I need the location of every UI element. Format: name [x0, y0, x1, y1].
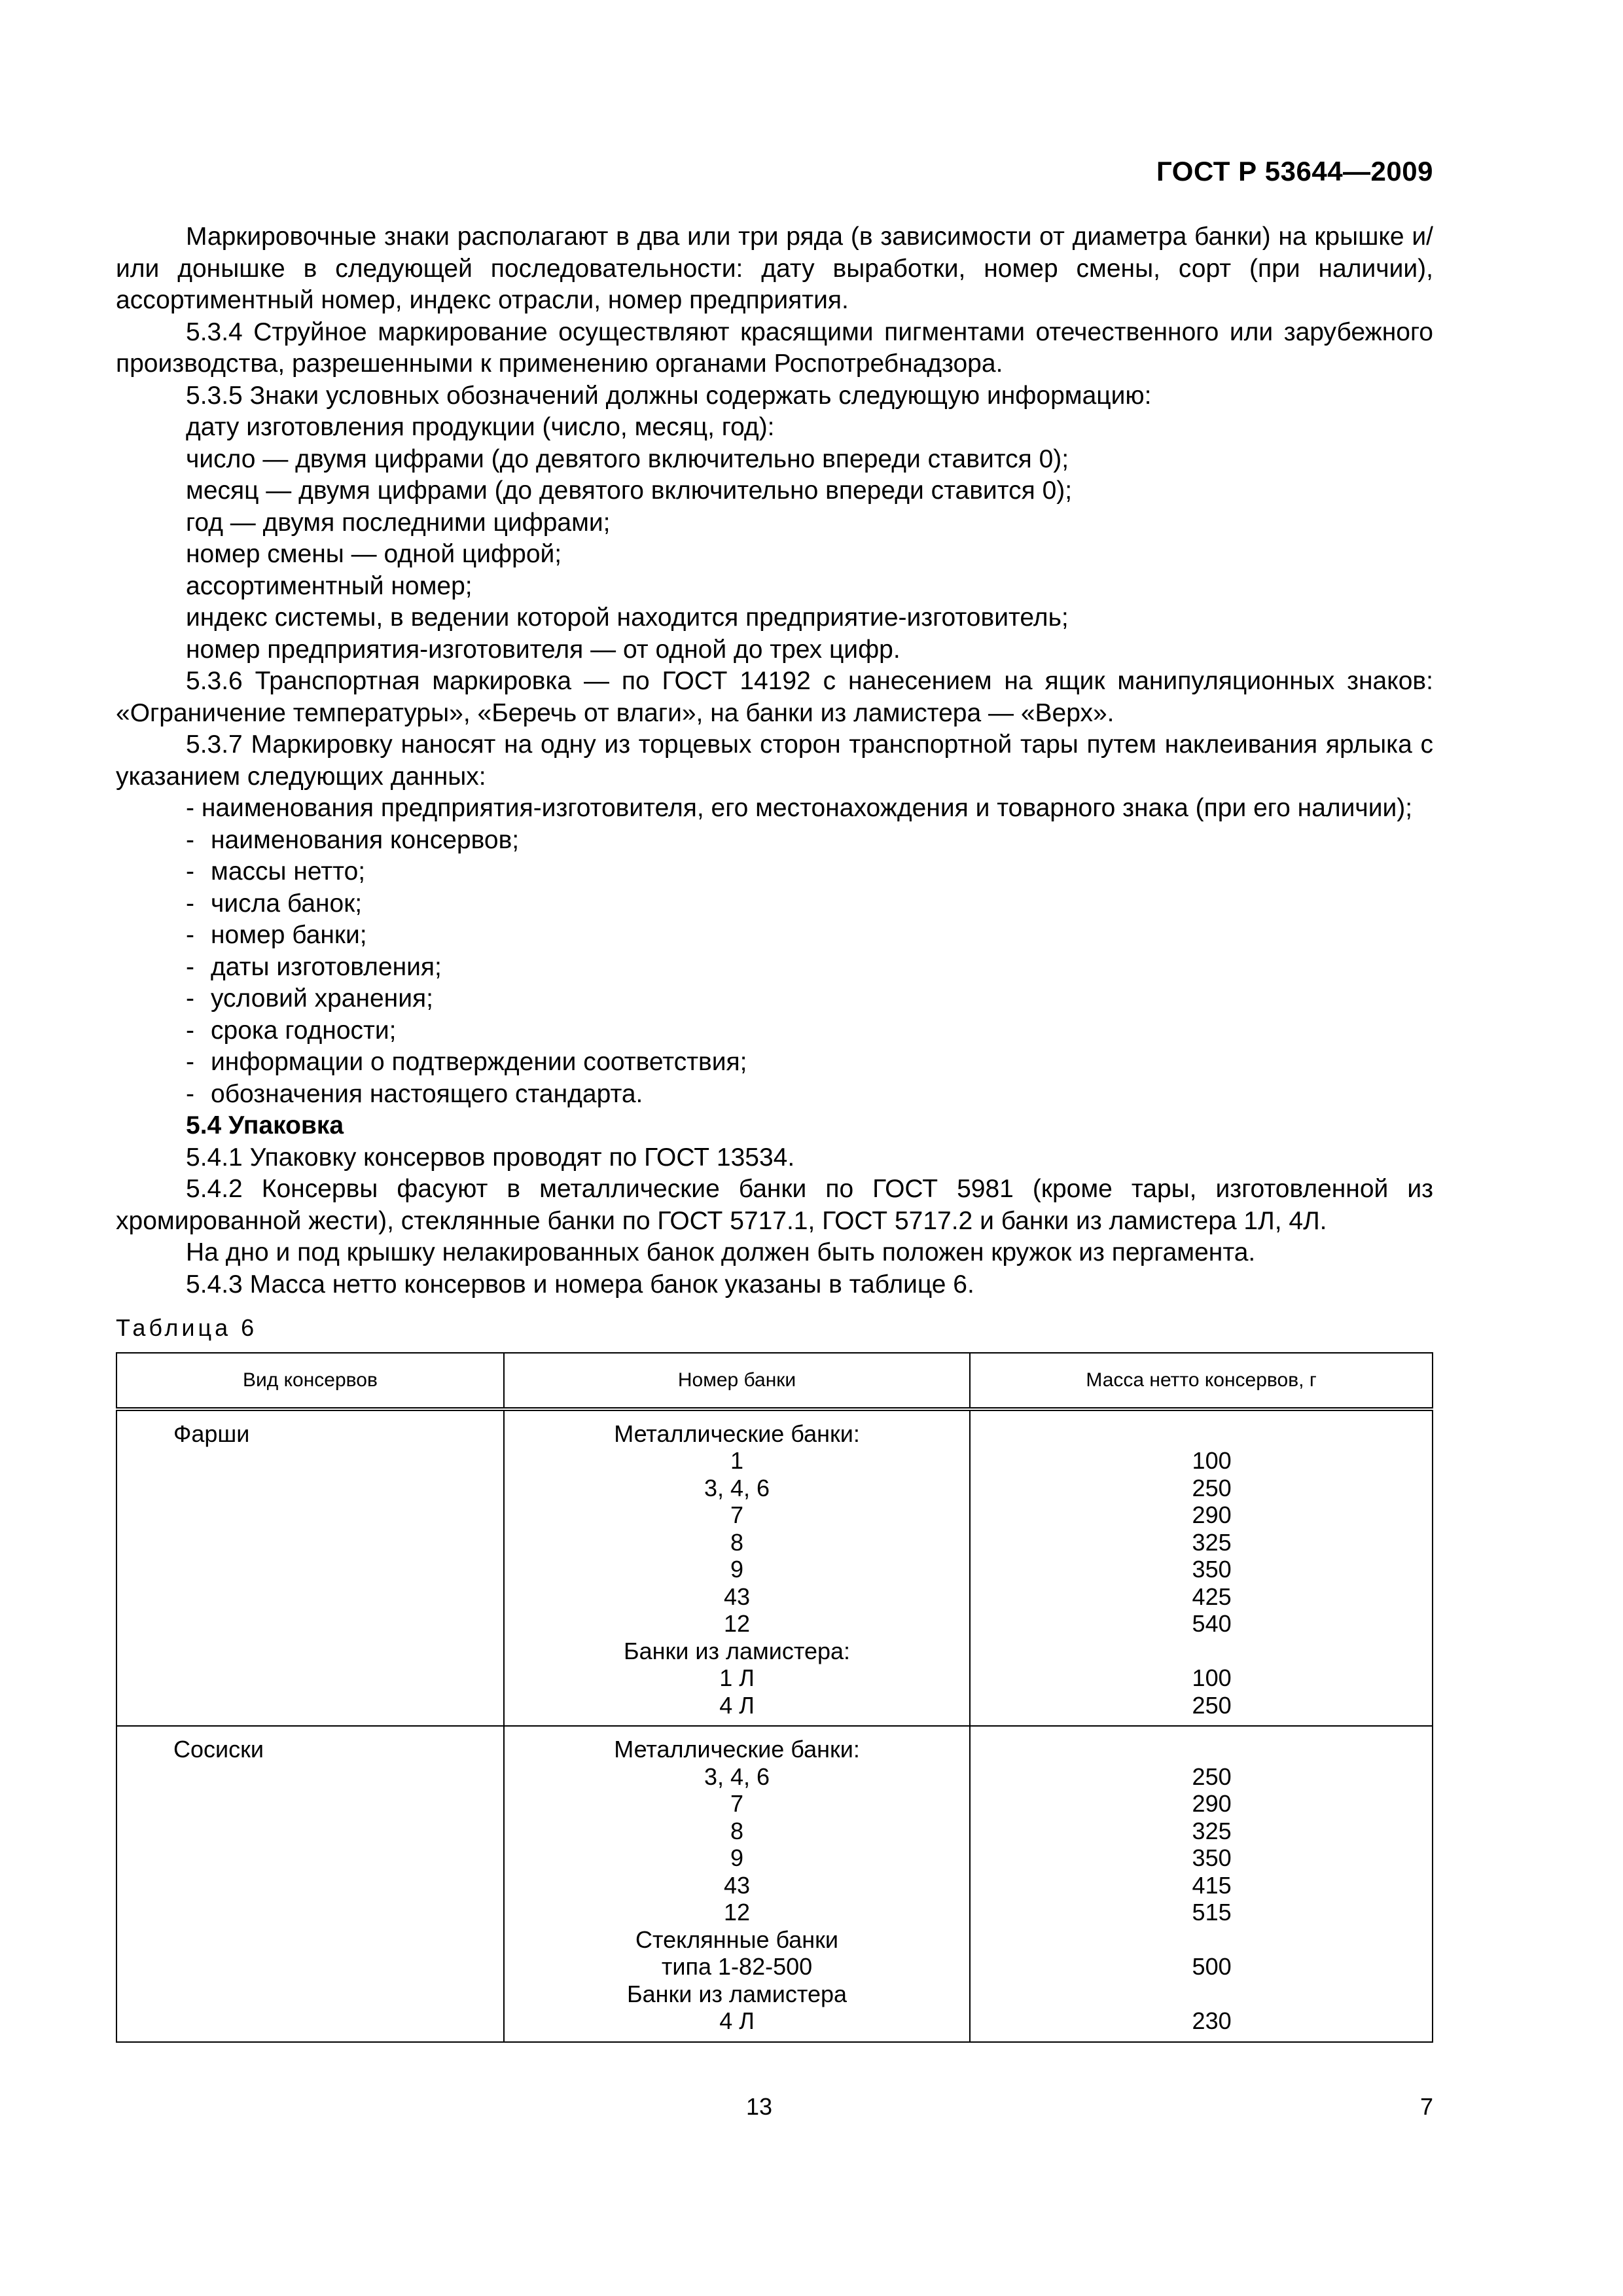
can-number: Стеклянные банки [635, 1926, 839, 1953]
list-item [116, 1047, 1433, 1079]
net-mass: 425 [1192, 1583, 1232, 1610]
table-caption: Таблица 6 [116, 1314, 258, 1341]
list-item [116, 1079, 1433, 1111]
net-mass: 325 [1192, 1528, 1232, 1556]
paragraph: дату изготовления продукции (число, месяц, год): [186, 413, 775, 441]
paragraph: год — двумя последними цифрами; [186, 508, 611, 537]
can-number: 8 [730, 1817, 744, 1844]
list-item [116, 952, 1433, 984]
net-mass [971, 1420, 1431, 1448]
list-item [116, 1015, 1433, 1047]
can-number: 12 [724, 1610, 751, 1637]
net-mass [971, 1981, 1431, 2008]
net-mass: 230 [1192, 2007, 1232, 2034]
can-number: 43 [724, 1583, 751, 1610]
list-dash: - [186, 1079, 194, 1108]
list-dash: - [186, 921, 194, 949]
cell-product-type [116, 1726, 504, 2042]
paragraph: месяц — двумя цифрами (до девятого включительно впереди ставится 0); [186, 476, 1073, 505]
list-item [116, 920, 1433, 952]
paragraph: 5.4.2 Консервы фасуют в металлические банки по ГОСТ 5981 (кроме тары, изготовленной из хромированной жести), стеклянные банки по ГОСТ 5717.1, ГОСТ 5717.2 и банки из ламистера 1Л, 4Л. [116, 1175, 1433, 1235]
document-body [116, 221, 1433, 2043]
list-dash: - [186, 825, 194, 854]
header-can-number: Номер банки [504, 1353, 970, 1409]
list-item-text: даты изготовления; [211, 952, 442, 981]
can-number: Банки из ламистера: [624, 1637, 851, 1664]
cell-net-masses [970, 1726, 1433, 2042]
net-mass [971, 1736, 1431, 1763]
net-mass: 515 [1192, 1899, 1232, 1926]
list-dash: - [186, 952, 194, 981]
can-number: 8 [730, 1528, 744, 1556]
product-type: Сосиски [173, 1736, 264, 1763]
can-number: Металлические банки: [614, 1736, 860, 1763]
can-number: 3, 4, 6 [704, 1474, 770, 1501]
table-6 [116, 1352, 1433, 2043]
net-mass [971, 1638, 1431, 1665]
can-number: 7 [730, 1790, 744, 1817]
net-mass: 290 [1192, 1790, 1232, 1817]
header-net-mass: Масса нетто консервов, г [970, 1353, 1433, 1409]
center-number: 13 [745, 2093, 773, 2120]
can-number: Металлические банки: [614, 1420, 860, 1447]
paragraph: 5.4.1 Упаковку консервов проводят по ГОСТ 13534. [186, 1143, 795, 1172]
net-mass: 250 [1192, 1691, 1232, 1719]
can-number: 9 [730, 1844, 744, 1871]
net-mass: 350 [1192, 1556, 1232, 1583]
list-item-text: номер банки; [211, 921, 367, 949]
can-number: типа 1-82-500 [661, 1953, 813, 1980]
table-header-row [116, 1353, 1433, 1409]
list-item [116, 825, 1433, 857]
can-number: 12 [724, 1899, 751, 1926]
list-item-text: информации о подтверждении соответствия; [211, 1048, 747, 1076]
net-mass: 100 [1192, 1447, 1232, 1474]
list-item [116, 888, 1433, 920]
list-item [116, 856, 1433, 888]
table-row [116, 1409, 1433, 1727]
net-mass: 350 [1192, 1844, 1232, 1871]
list-item-text: обозначения настоящего стандарта. [211, 1079, 643, 1108]
paragraph: 5.3.4 Струйное маркирование осуществляют красящими пигментами отечественного или зарубежного производства, разрешенными к применению органами Роспотребнадзора. [116, 317, 1433, 378]
section-heading: 5.4 Упаковка [186, 1111, 344, 1139]
can-number: 7 [730, 1501, 744, 1528]
paragraph: номер смены — одной цифрой; [186, 540, 562, 568]
can-number: 4 Л [719, 1691, 755, 1719]
can-number: 1 [730, 1447, 744, 1474]
list-dash: - [186, 984, 194, 1013]
cell-can-numbers [504, 1726, 970, 2042]
cell-can-numbers [504, 1409, 970, 1727]
paragraph: ассортиментный номер; [186, 571, 473, 600]
cell-product-type [116, 1409, 504, 1727]
can-number: 4 Л [719, 2007, 755, 2034]
list-item-text: срока годности; [211, 1016, 397, 1045]
list-item-text: наименования консервов; [211, 825, 520, 854]
table-body [116, 1409, 1433, 2042]
net-mass: 100 [1192, 1664, 1232, 1691]
list-dash: - [186, 1016, 194, 1045]
can-number: 43 [724, 1871, 751, 1899]
paragraph: 5.4.3 Масса нетто консервов и номера банок указаны в таблице 6. [186, 1270, 974, 1299]
paragraph: 5.3.7 Маркировку наносят на одну из торцевых сторон транспортной тары путем наклеивания ярлыка с указанием следующих данных: [116, 730, 1433, 791]
list-dash: - [186, 1048, 194, 1076]
net-mass: 325 [1192, 1817, 1232, 1844]
paragraph: - наименования предприятия-изготовителя, его местонахождения и товарного знака (при его наличии); [186, 794, 1413, 822]
net-mass: 540 [1192, 1610, 1232, 1637]
can-number: 9 [730, 1556, 744, 1583]
paragraph: число — двумя цифрами (до девятого включительно впереди ставится 0); [186, 444, 1069, 473]
paragraph: индекс системы, в ведении которой находится предприятие-изготовитель; [186, 603, 1069, 632]
net-mass: 250 [1192, 1474, 1232, 1501]
cell-net-masses [970, 1409, 1433, 1727]
list-item-text: массы нетто; [211, 857, 366, 886]
paragraph: номер предприятия-изготовителя — от одной до трех цифр. [186, 635, 901, 664]
standard-header: ГОСТ Р 53644—2009 [1156, 156, 1433, 187]
paragraph: 5.3.5 Знаки условных обозначений должны содержать следующую информацию: [186, 381, 1152, 410]
net-mass: 415 [1192, 1871, 1232, 1899]
header-product-type: Вид консервов [116, 1353, 504, 1409]
list-item-text: условий хранения; [211, 984, 433, 1013]
net-mass [971, 1926, 1431, 1954]
can-number: 3, 4, 6 [704, 1763, 770, 1790]
list-dash: - [186, 857, 194, 886]
net-mass: 500 [1192, 1953, 1232, 1980]
list-dash: - [186, 889, 194, 918]
paragraph: 5.3.6 Транспортная маркировка — по ГОСТ 14192 с нанесением на ящик манипуляционных знаков: «Ограничение температуры», «Беречь от влаги», на банки из ламистера — «Верх». [116, 667, 1433, 727]
paragraphs-container [116, 221, 1433, 1300]
list-item-text: числа банок; [211, 889, 363, 918]
product-type: Фарши [173, 1420, 250, 1447]
list-item [116, 983, 1433, 1015]
net-mass: 290 [1192, 1501, 1232, 1528]
net-mass: 250 [1192, 1763, 1232, 1790]
can-number: 1 Л [719, 1664, 755, 1691]
table-row [116, 1726, 1433, 2042]
paragraph: На дно и под крышку нелакированных банок должен быть положен кружок из пергамента. [186, 1238, 1256, 1266]
paragraph: Маркировочные знаки располагают в два или три ряда (в зависимости от диаметра банки) на крышке и/или донышке в следующей последовательности: дату выработки, номер смены, сорт (при наличии), ассортиментный номер, индекс отрасли, номер предприятия. [116, 223, 1433, 314]
can-number: Банки из ламистера [627, 1980, 847, 2007]
page-number: 7 [1419, 2093, 1433, 2120]
